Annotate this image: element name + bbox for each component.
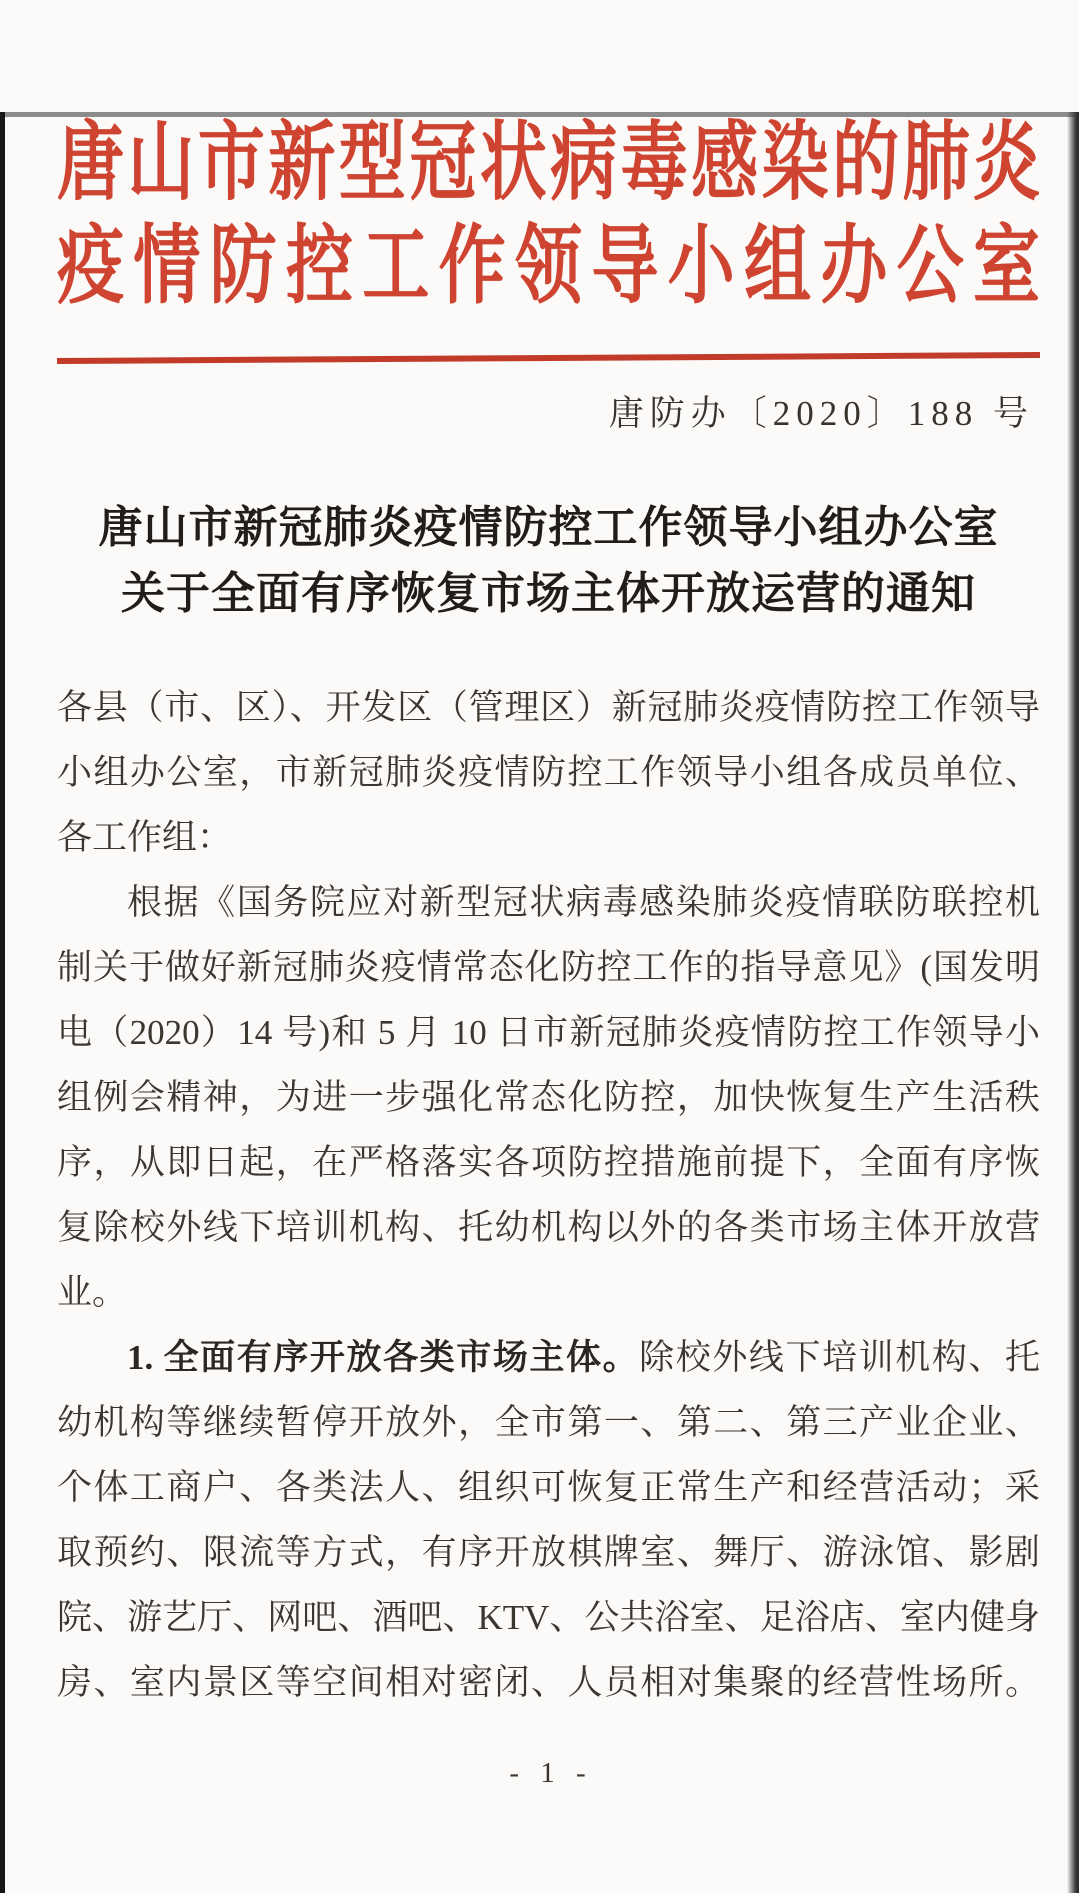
- paragraph-line: 复除校外线下培训机构、托幼机构以外的各类市场主体开放营: [57, 1208, 1040, 1247]
- item1-first-line: [57, 1325, 1040, 1390]
- paragraph-line: 根据《国务院应对新型冠状病毒感染肺炎疫情联防联控机: [127, 883, 1040, 922]
- paragraph-line: 业。: [57, 1273, 128, 1312]
- agency-title: [57, 112, 1040, 319]
- agency-title-line2: 疫情防控工作领导小组办公室: [57, 219, 1040, 315]
- salutation-line: 小组办公室，市新冠肺炎疫情防控工作领导小组各成员单位、: [57, 753, 1040, 792]
- salutation-line: 各工作组：: [57, 818, 233, 857]
- document-number: 唐防办〔2020〕188 号: [608, 394, 1034, 433]
- document-content: [0, 112, 1079, 1790]
- agency-title-block: [57, 112, 1040, 322]
- body-text: [57, 675, 1040, 1715]
- agency-title-line1: 唐山市新型冠状病毒感染的肺炎: [57, 115, 1040, 211]
- paragraph-line: 序，从即日起，在严格落实各项防控措施前提下，全面有序恢: [57, 1143, 1040, 1182]
- salutation-line: 各县（市、区）、开发区（管理区）新冠肺炎疫情防控工作领导: [57, 688, 1040, 727]
- paragraph-line: 院、游艺厅、网吧、酒吧、KTV、公共浴室、足浴店、室内健身: [57, 1598, 1040, 1637]
- scanned-document-page: [0, 112, 1079, 1893]
- notice-title-line2: 关于全面有序恢复市场主体开放运营的通知: [121, 569, 976, 618]
- paragraph-line: 幼机构等继续暂停开放外，全市第一、第二、第三产业企业、: [57, 1403, 1040, 1442]
- paragraph-line: 组例会精神，为进一步强化常态化防控，加快恢复生产生活秩: [57, 1078, 1040, 1117]
- notice-title-line1: 唐山市新冠肺炎疫情防控工作领导小组办公室: [98, 503, 999, 552]
- page-number: - 1 -: [509, 1757, 588, 1789]
- notice-title: [57, 495, 1040, 627]
- paragraph-line: 房、室内景区等空间相对密闭、人员相对集聚的经营性场所。: [57, 1663, 1040, 1702]
- item1-bold-heading: 1. 全面有序开放各类市场主体。: [127, 1338, 640, 1377]
- paragraph-line: 电（2020）14 号)和 5 月 10 日市新冠肺炎疫情防控工作领导小: [57, 1013, 1040, 1052]
- paragraph-line: 取预约、限流等方式，有序开放棋牌室、舞厅、游泳馆、影剧: [57, 1533, 1040, 1572]
- item1-line-text: 除校外线下培训机构、托: [639, 1338, 1040, 1377]
- red-separator-rule: [57, 352, 1040, 364]
- paragraph-line: 制关于做好新冠肺炎疫情常态化防控工作的指导意见》(国发明: [57, 948, 1040, 987]
- paragraph-line: 个体工商户、各类法人、组织可恢复正常生产和经营活动；采: [57, 1468, 1040, 1507]
